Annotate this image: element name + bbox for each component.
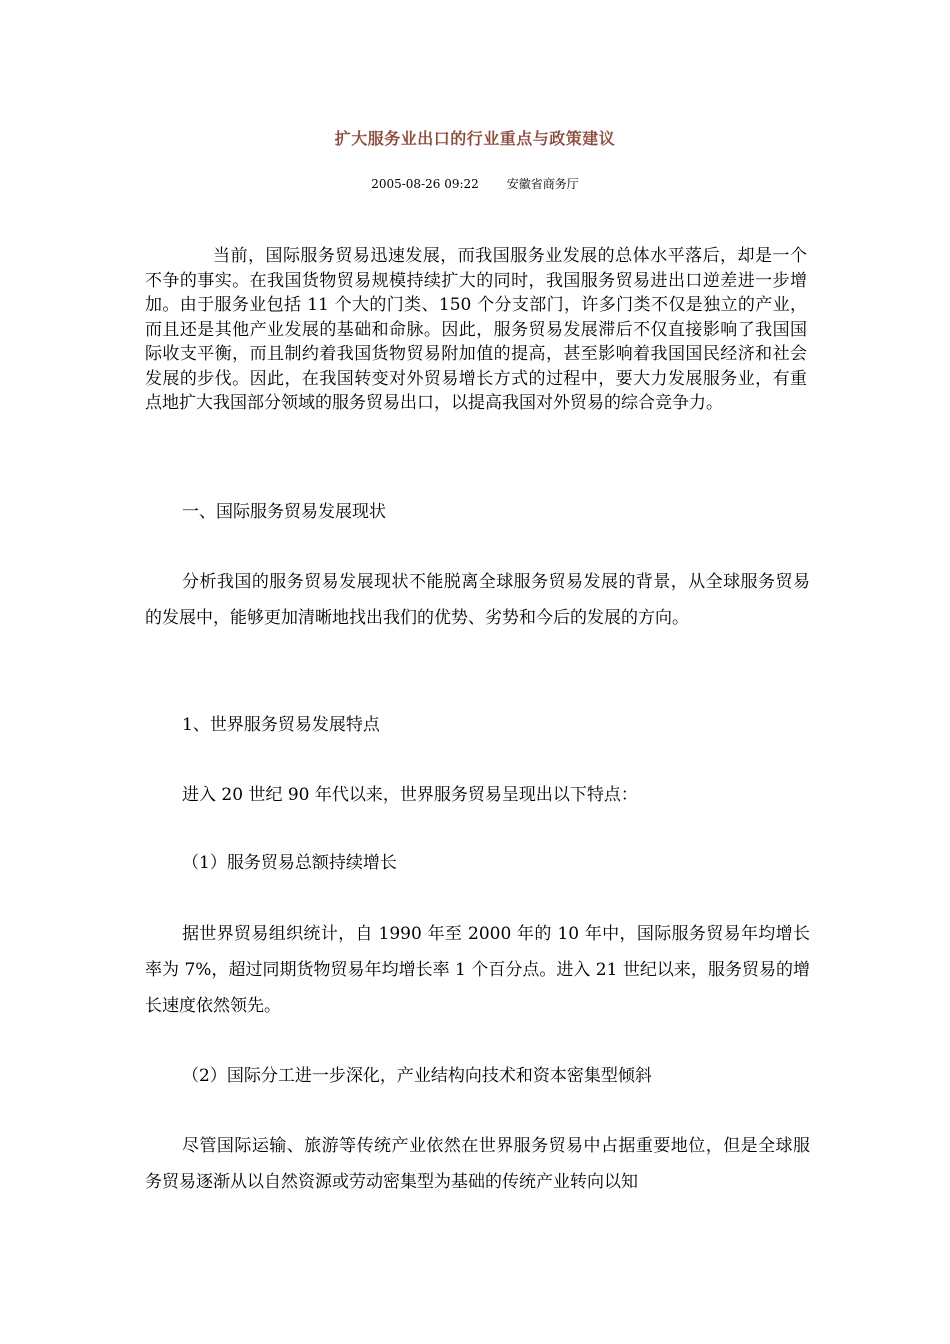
point-heading-1: （1）服务贸易总额持续增长 <box>182 853 397 873</box>
point-2-paragraph: 尽管国际运输、旅游等传统产业依然在世界服务贸易中占据重要地位，但是全球服务贸易逐渐从以自然资源或劳动密集型为基础的传统产业转向以知 <box>145 1136 810 1192</box>
publish-date: 2005-08-26 09:22 <box>371 177 479 191</box>
intro-paragraph: 当前，国际服务贸易迅速发展，而我国服务业发展的总体水平落后，却是一个不争的事实。在我国货物贸易规模持续扩大的同时，我国服务贸易进出口逆差进一步增加。由于服务业包括 11 个大的门类、150 个分支部门，许多门类不仅是独立的产业，而且还是其他产业发展的基础和命脉。因此，服务贸易发展滞后不仅直接影响了我国国际收支平衡，而且制约着我国货物贸易附加值的提高，甚至影响着我国国民经济和社会发展的步伐。因此，在我国转变对外贸易增长方式的过程中，要大力发展服务业，有重点地扩大我国部分领域的服务贸易出口，以提高我国对外贸易的综合竞争力。 <box>145 246 807 413</box>
section-1-paragraph: 分析我国的服务贸易发展现状不能脱离全球服务贸易发展的背景，从全球服务贸易的发展中，能够更加清晰地找出我们的优势、劣势和今后的发展的方向。 <box>145 572 810 628</box>
document-meta <box>0 175 950 192</box>
point-heading-2: （2）国际分工进一步深化，产业结构向技术和资本密集型倾斜 <box>182 1066 652 1086</box>
point-1-paragraph: 据世界贸易组织统计，自 1990 年至 2000 年的 10 年中，国际服务贸易年均增长率为 7%，超过同期货物贸易年均增长率 1 个百分点。进入 21 世纪以来，服务贸易的增长速度依然领先。 <box>145 924 810 1016</box>
publish-source: 安徽省商务厅 <box>506 177 579 191</box>
section-heading-1: 一、国际服务贸易发展现状 <box>182 502 386 522</box>
document-title: 扩大服务业出口的行业重点与政策建议 <box>334 129 616 148</box>
subsection-heading-1: 1、世界服务贸易发展特点 <box>182 715 380 735</box>
subsection-1-paragraph: 进入 20 世纪 90 年代以来，世界服务贸易呈现出以下特点： <box>182 785 638 805</box>
